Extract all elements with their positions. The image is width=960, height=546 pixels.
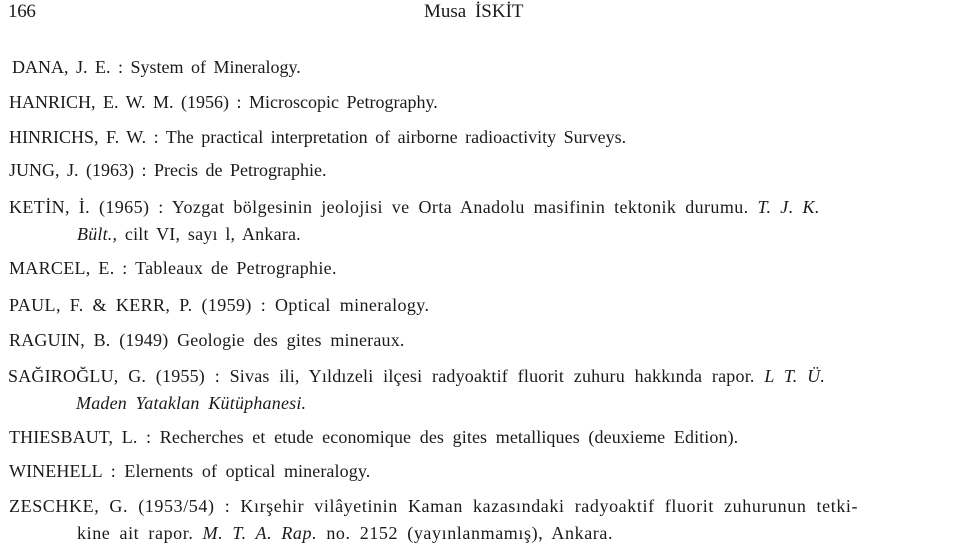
reference-entry-jung [9,159,326,182]
reference-entry-paul-kerr [9,294,429,317]
reference-entry-marcel [9,257,337,280]
journal-abbrev: L T. Ü. [764,366,826,386]
reference-entry-sagiroglu [8,365,825,415]
reference-text: cilt VI, sayı l, Ankara. [124,224,301,244]
reference-text: HINRICHS, F. W. : The practical interpretation of airborne radioactivity Surveys. [9,127,627,147]
journal-abbrev: T. J. K. [757,197,820,217]
running-author: Musa İSKİT [424,1,524,22]
reference-text: DANA, J. E. : System of Mineralogy. [12,57,301,77]
reference-text: PAUL, F. & KERR, P. (1959) : Optical mineralogy. [9,295,430,315]
reference-text: RAGUIN, B. (1949) Geologie des gites mineraux. [9,330,405,350]
page-header [0,0,960,26]
reference-entry-thiesbaut [9,426,738,449]
journal-abbrev: M. T. A. Rap. [202,523,318,543]
reference-text: ZESCHKE, G. (1953/54) : Kırşehir vilâyetinin Kaman kazasındaki radyoaktif fluorit zuhurunun tetki- [9,496,859,516]
reference-entry-raguin [9,329,405,352]
reference-text: kine ait rapor. [77,523,194,543]
reference-line [8,365,825,388]
reference-text: HANRICH, E. W. M. (1956) : Microscopic Petrography. [9,92,438,112]
reference-text: KETİN, İ. (1965) : Yozgat bölgesinin jeolojisi ve Orta Anadolu masifinin tektonik durumu. [9,197,749,217]
journal-abbrev: Bült., [77,224,118,244]
reference-text: THIESBAUT, L. : Recherches et etude economique des gites metalliques (deuxieme Edition). [9,427,739,447]
reference-text: SAĞIROĞLU, G. (1955) : Sivas ili, Yıldızeli ilçesi radyoaktif fluorit zuhuru hakkında rapor. [8,366,755,386]
reference-text: WINEHELL : Elernents of optical mineralogy. [9,461,371,481]
reference-entry-winehell [9,460,370,483]
reference-text: JUNG, J. (1963) : Precis de Petrographie. [9,160,327,180]
reference-entry-hanrich [9,91,438,114]
reference-text: MARCEL, E. : Tableaux de Petrographie. [9,258,337,278]
reference-line [9,196,820,219]
reference-continuation: Maden Yataklan Kütüphanesi. [76,393,307,413]
reference-continuation [9,522,858,545]
reference-continuation [9,223,820,246]
page-number: 166 [8,1,36,22]
reference-entry-dana [12,56,301,79]
reference-entry-ketin [9,196,820,246]
reference-entry-zeschke [9,495,858,545]
reference-entry-hinrichs [9,126,626,149]
reference-text: no. 2152 (yayınlanmamış), Ankara. [326,523,614,543]
